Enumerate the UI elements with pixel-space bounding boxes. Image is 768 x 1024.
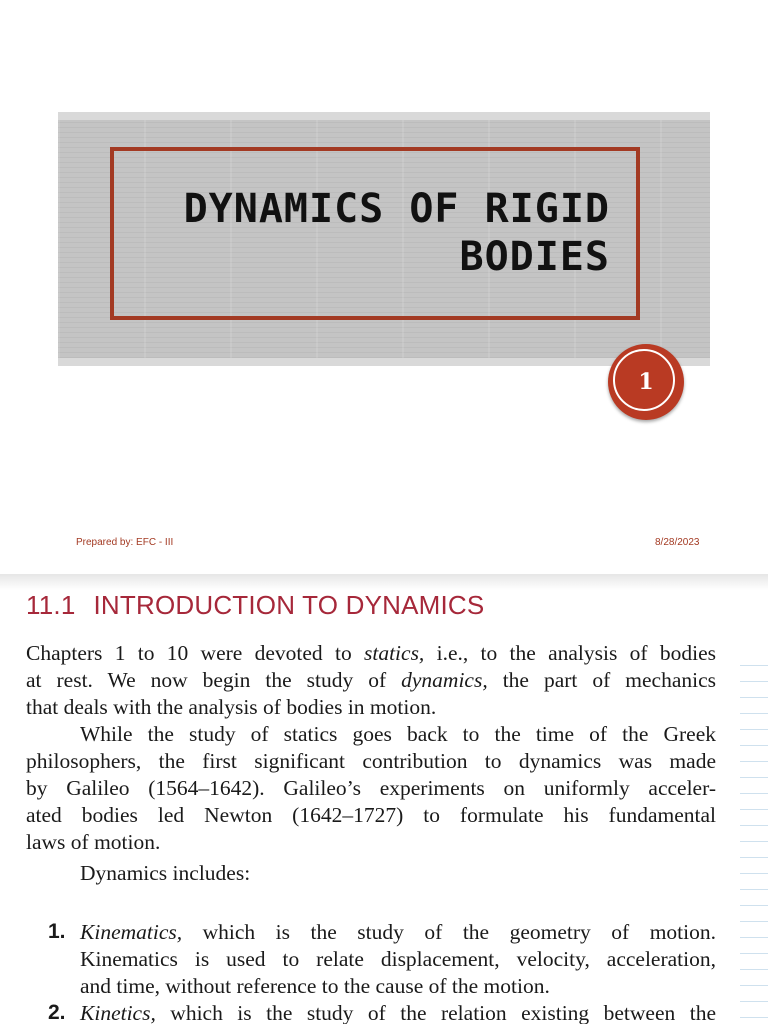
text-run: which is the study of the geometry of motion. — [182, 920, 716, 944]
section-heading — [26, 590, 484, 621]
title-frame — [110, 147, 640, 320]
text-run: i.e., to the analysis of bodies — [424, 641, 716, 665]
paragraph-2-line-3: by Galileo (1564–1642). Galileo’s experiments on uniformly acceler- — [26, 776, 716, 800]
slide-title-line-2: BODIES — [459, 234, 610, 280]
footer-author: Prepared by: EFC - III — [76, 537, 174, 548]
footer-date: 8/28/2023 — [655, 537, 700, 548]
paragraph-3: Dynamics includes: — [80, 861, 251, 885]
slide-title — [130, 185, 610, 281]
text-run: at rest. We now begin the study of — [26, 668, 402, 692]
textbook-page — [0, 584, 768, 1024]
paragraph-1-line-1 — [26, 640, 716, 667]
paragraph-2-line-1: While the study of statics goes back to the time of the Greek — [80, 722, 716, 746]
paragraph-1-line-3: that deals with the analysis of bodies in motion. — [26, 695, 437, 719]
paragraph-2-line-4: ated bodies led Newton (1642–1727) to formulate his fundamental — [26, 803, 716, 827]
list-item-1-line-2: Kinematics is used to relate displacement, velocity, acceleration, — [80, 947, 716, 971]
text-run: the part of mechanics — [487, 668, 716, 692]
paragraph-1-line-2 — [26, 667, 716, 694]
paragraph-2-line-5: laws of motion. — [26, 830, 161, 854]
italic-term-dynamics: dynamics, — [401, 668, 488, 692]
paragraph-2-line-2: philosophers, the first significant contribution to dynamics was made — [26, 749, 716, 773]
italic-term-statics: statics, — [363, 641, 425, 665]
list-number-2: 2. — [48, 1001, 66, 1024]
section-title: INTRODUCTION TO DYNAMICS — [93, 590, 485, 620]
slide-title-line-1: DYNAMICS OF RIGID — [183, 186, 610, 232]
text-run: Chapters 1 to 10 were devoted to — [26, 641, 364, 665]
italic-term-kinetics: Kinetics, — [80, 1001, 156, 1024]
list-item-2-line-1 — [80, 1000, 716, 1024]
slide-number-badge — [608, 344, 684, 420]
slide-number: 1 — [638, 369, 654, 395]
margin-ruled-lines — [740, 650, 768, 1024]
list-number-1: 1. — [48, 920, 66, 943]
text-run: which is the study of the relation existing between the — [155, 1001, 716, 1024]
section-number: 11.1 — [26, 590, 76, 620]
italic-term-kinematics: Kinematics, — [80, 920, 183, 944]
list-item-1-line-1 — [80, 919, 716, 946]
list-item-1-line-3: and time, without reference to the cause of the motion. — [80, 974, 550, 998]
